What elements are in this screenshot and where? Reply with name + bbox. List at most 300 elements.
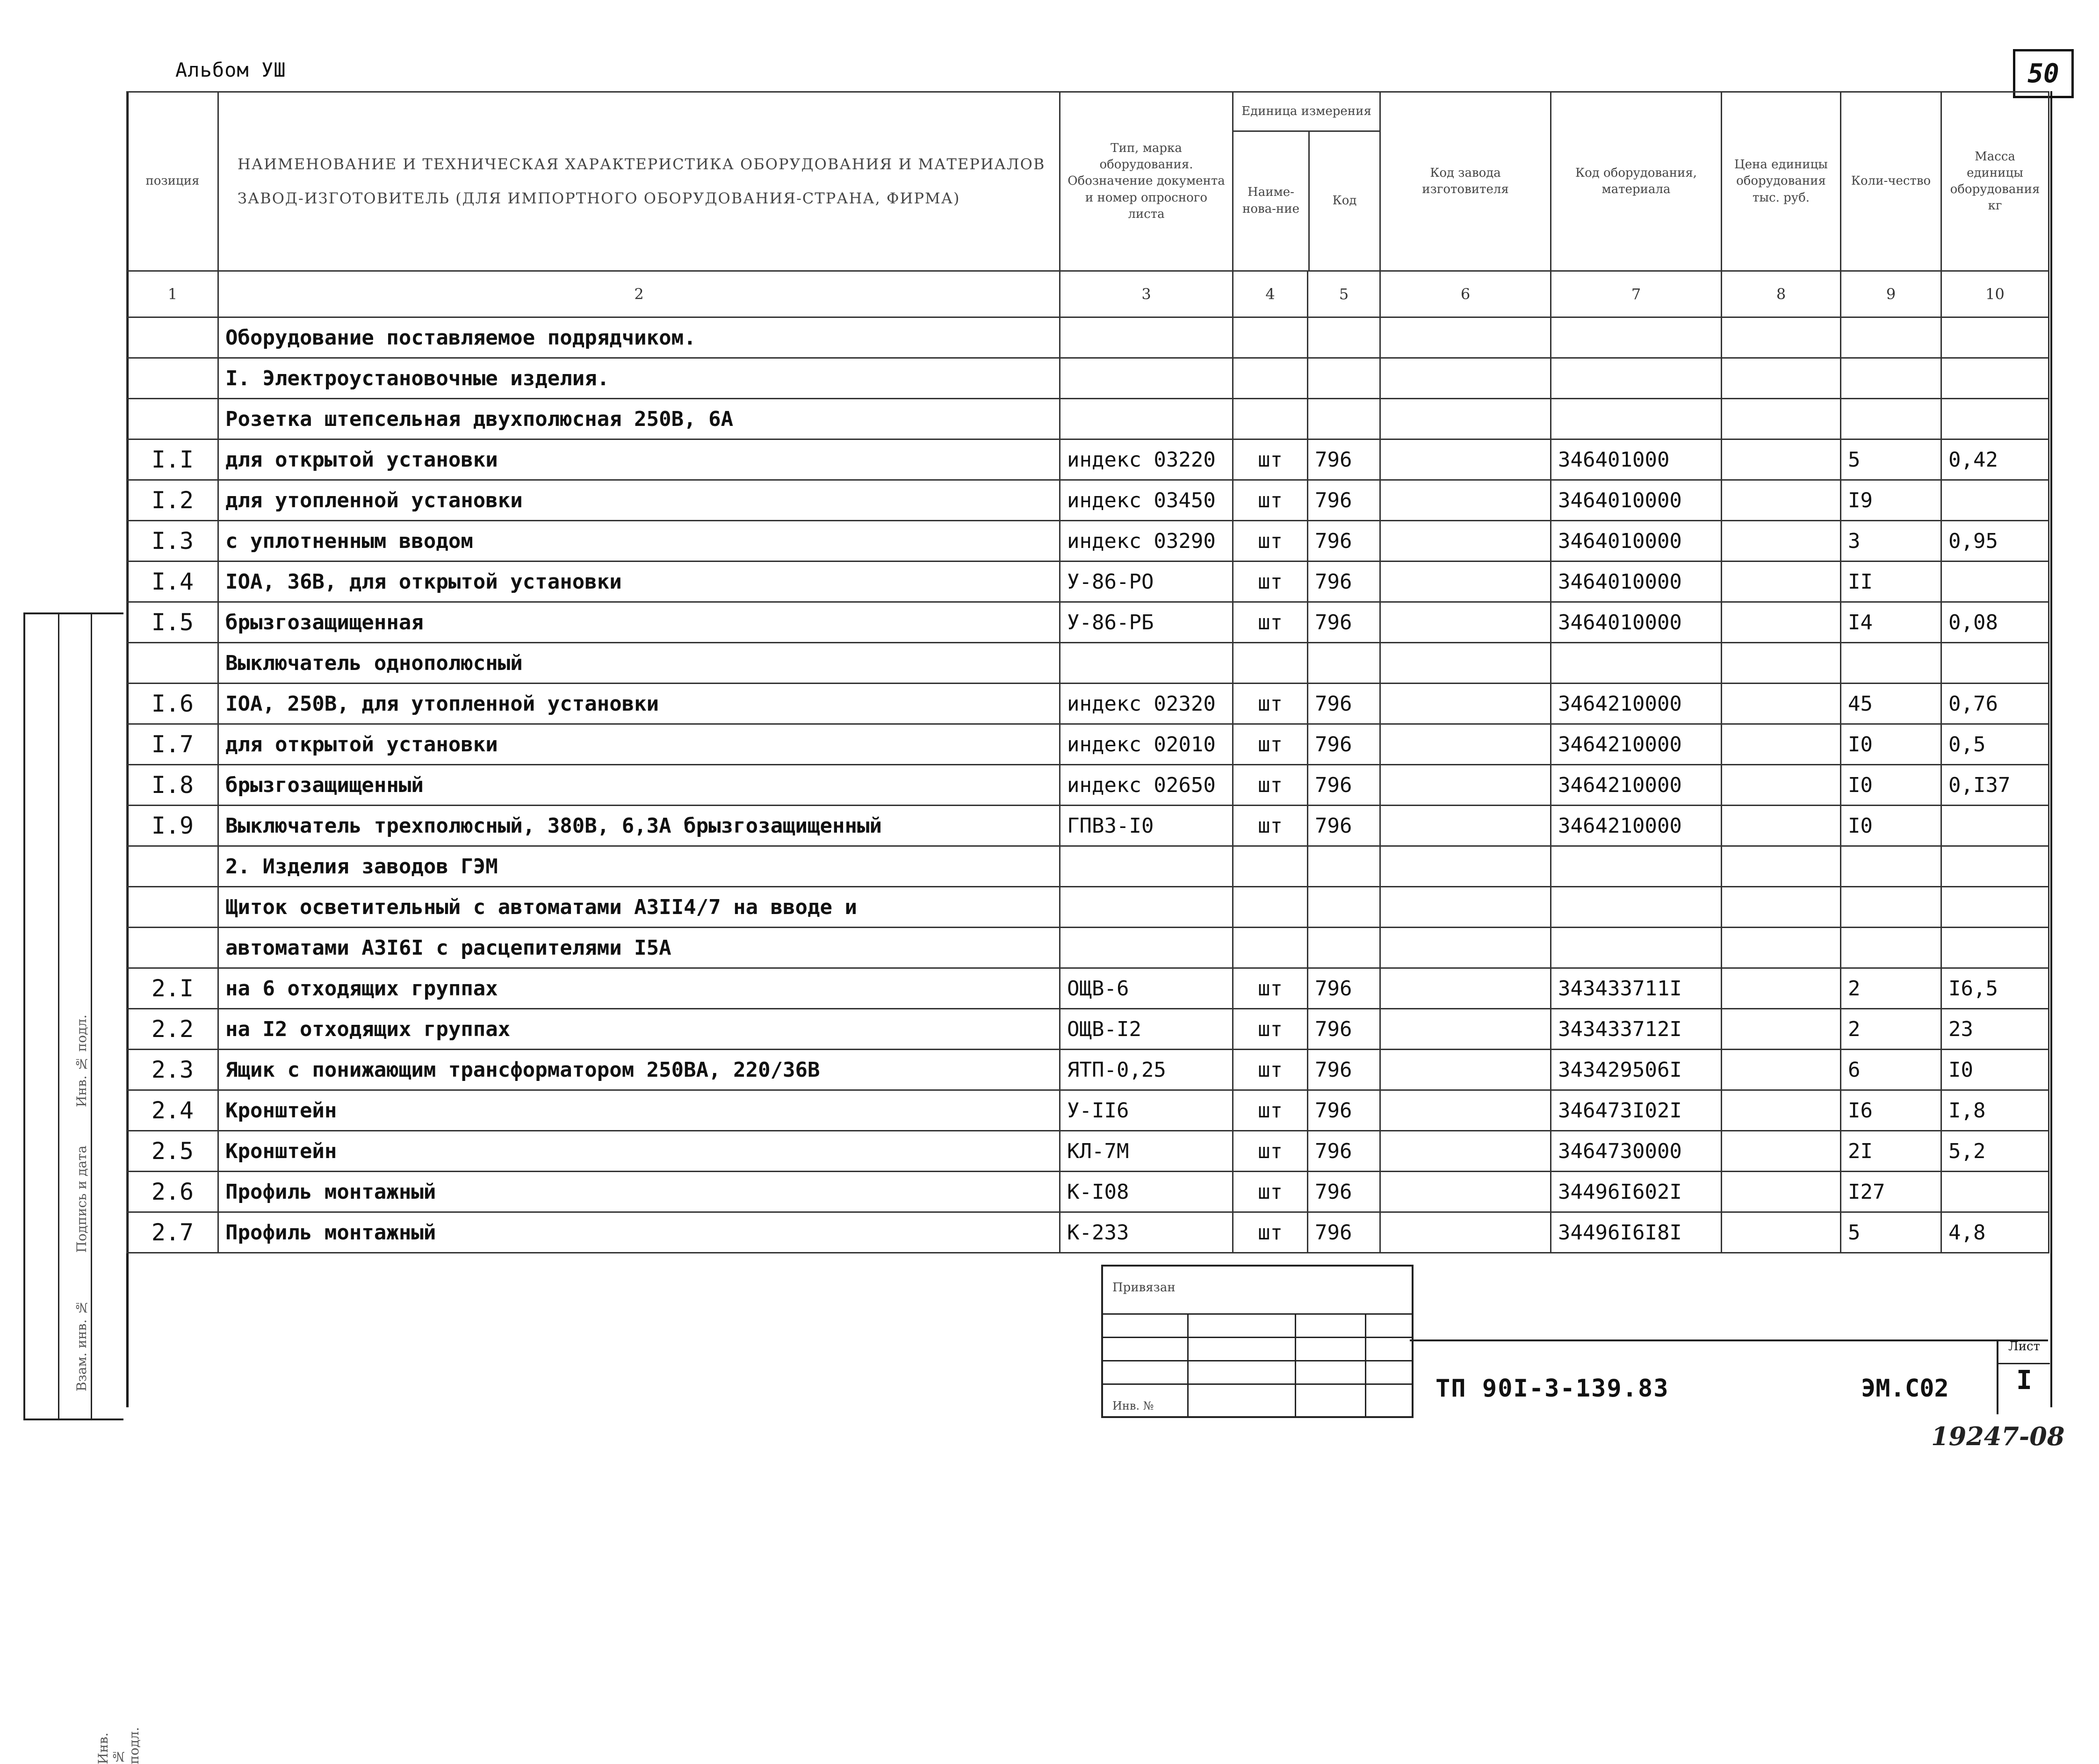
- row-price: [1722, 399, 1841, 439]
- row-equip-code: 343429506I: [1551, 1050, 1722, 1090]
- sheet-label: Лист: [1998, 1339, 2050, 1364]
- row-name: с уплотненным вводом: [218, 521, 1060, 562]
- row-equip-code: [1551, 399, 1722, 439]
- header-mass: Масса единицы оборудования кг: [1941, 92, 2049, 271]
- row-unit: [1233, 928, 1308, 968]
- colnum-2: 2: [218, 271, 1060, 317]
- row-unit-code: 796: [1308, 1009, 1380, 1050]
- table-row: [127, 724, 2049, 765]
- row-type: [1060, 399, 1233, 439]
- row-maker-code: [1380, 968, 1551, 1009]
- row-type: ЯТП-0,25: [1060, 1050, 1233, 1090]
- row-unit-code: 796: [1308, 1131, 1380, 1172]
- row-maker-code: [1380, 806, 1551, 846]
- row-unit: шт: [1233, 684, 1308, 724]
- row-qty: [1841, 358, 1941, 399]
- row-mass: 0,76: [1941, 684, 2049, 724]
- row-equip-code: [1551, 928, 1722, 968]
- row-unit: шт: [1233, 1050, 1308, 1090]
- row-qty: [1841, 399, 1941, 439]
- header-row: [127, 92, 2049, 271]
- row-qty: 3: [1841, 521, 1941, 562]
- row-maker-code: [1380, 1131, 1551, 1172]
- specification-table: [126, 91, 2049, 1310]
- margin-divider: [58, 614, 59, 1418]
- page-number: 50: [2013, 49, 2074, 98]
- row-position: [127, 317, 218, 358]
- table-row: [127, 602, 2049, 643]
- row-unit: шт: [1233, 562, 1308, 602]
- row-maker-code: [1380, 562, 1551, 602]
- row-mass: I6,5: [1941, 968, 2049, 1009]
- row-maker-code: [1380, 887, 1551, 928]
- row-price: [1722, 724, 1841, 765]
- row-price: [1722, 1090, 1841, 1131]
- margin-label-inv: Инв. № подл.: [95, 1727, 142, 1764]
- row-equip-code: 34496I6I8I: [1551, 1212, 1722, 1253]
- row-unit: шт: [1233, 521, 1308, 562]
- table-row: [127, 521, 2049, 562]
- row-price: [1722, 1212, 1841, 1253]
- row-equip-code: 3464010000: [1551, 562, 1722, 602]
- row-position: 2.7: [127, 1212, 218, 1253]
- row-qty: I9: [1841, 480, 1941, 521]
- row-price: [1722, 480, 1841, 521]
- table-row: [127, 439, 2049, 480]
- header-maker-code: Код завода изготовителя: [1380, 92, 1551, 271]
- row-maker-code: [1380, 724, 1551, 765]
- row-qty: 2: [1841, 1009, 1941, 1050]
- row-unit-code: 796: [1308, 724, 1380, 765]
- row-mass: 0,5: [1941, 724, 2049, 765]
- table-body: [127, 317, 2049, 1253]
- row-unit: шт: [1233, 1212, 1308, 1253]
- sheet-code: ЭМ.С02: [1861, 1375, 1949, 1403]
- header-unit-code: Код: [1308, 132, 1379, 270]
- row-qty: II: [1841, 562, 1941, 602]
- row-type: [1060, 643, 1233, 684]
- row-type: К-233: [1060, 1212, 1233, 1253]
- colnum-3: 3: [1060, 271, 1233, 317]
- row-unit: шт: [1233, 1172, 1308, 1212]
- column-number-row: [127, 271, 2049, 317]
- row-name: IOA, 36B, для открытой установки: [218, 562, 1060, 602]
- row-price: [1722, 1050, 1841, 1090]
- notes-block: [1101, 1265, 1414, 1418]
- row-qty: 45: [1841, 684, 1941, 724]
- row-qty: [1841, 846, 1941, 887]
- row-unit: [1233, 846, 1308, 887]
- row-name: Ящик с понижающим трансформатором 250ВА, 220/36В: [218, 1050, 1060, 1090]
- row-position: I.5: [127, 602, 218, 643]
- row-unit-code: 796: [1308, 765, 1380, 806]
- row-position: [127, 887, 218, 928]
- row-qty: 5: [1841, 1212, 1941, 1253]
- row-name: Профиль монтажный: [218, 1172, 1060, 1212]
- row-mass: I,8: [1941, 1090, 2049, 1131]
- row-unit: шт: [1233, 724, 1308, 765]
- row-price: [1722, 968, 1841, 1009]
- row-position: 2.4: [127, 1090, 218, 1131]
- row-maker-code: [1380, 846, 1551, 887]
- row-mass: 0,95: [1941, 521, 2049, 562]
- row-equip-code: 3464210000: [1551, 724, 1722, 765]
- row-equip-code: 3464210000: [1551, 765, 1722, 806]
- row-unit-code: 796: [1308, 439, 1380, 480]
- row-price: [1722, 1131, 1841, 1172]
- row-qty: I6: [1841, 1090, 1941, 1131]
- row-maker-code: [1380, 358, 1551, 399]
- row-unit-code: 796: [1308, 684, 1380, 724]
- row-position: [127, 358, 218, 399]
- row-position: [127, 399, 218, 439]
- row-qty: 5: [1841, 439, 1941, 480]
- row-name: для утопленной установки: [218, 480, 1060, 521]
- row-mass: 0,08: [1941, 602, 2049, 643]
- table-row: [127, 1212, 2049, 1253]
- row-maker-code: [1380, 1090, 1551, 1131]
- row-mass: [1941, 928, 2049, 968]
- row-price: [1722, 317, 1841, 358]
- row-unit: [1233, 887, 1308, 928]
- header-qty: Коли-чество: [1841, 92, 1941, 271]
- colnum-6: 6: [1380, 271, 1551, 317]
- table-row: [127, 480, 2049, 521]
- row-maker-code: [1380, 684, 1551, 724]
- row-type: индекс 02650: [1060, 765, 1233, 806]
- table-row: [127, 846, 2049, 887]
- row-mass: [1941, 399, 2049, 439]
- row-maker-code: [1380, 521, 1551, 562]
- row-position: 2.5: [127, 1131, 218, 1172]
- row-name: автоматами А3I6I с расцепителями I5А: [218, 928, 1060, 968]
- row-maker-code: [1380, 1212, 1551, 1253]
- colnum-8: 8: [1722, 271, 1841, 317]
- row-mass: 0,I37: [1941, 765, 2049, 806]
- row-equip-code: 343433711I: [1551, 968, 1722, 1009]
- row-mass: [1941, 480, 2049, 521]
- row-unit-code: 796: [1308, 806, 1380, 846]
- row-equip-code: [1551, 643, 1722, 684]
- row-unit-code: [1308, 643, 1380, 684]
- row-mass: I0: [1941, 1050, 2049, 1090]
- row-price: [1722, 684, 1841, 724]
- row-unit: [1233, 399, 1308, 439]
- row-qty: 2I: [1841, 1131, 1941, 1172]
- row-price: [1722, 928, 1841, 968]
- row-unit: [1233, 317, 1308, 358]
- row-name: Профиль монтажный: [218, 1212, 1060, 1253]
- row-type: индекс 03220: [1060, 439, 1233, 480]
- notes-label: Привязан: [1112, 1281, 1176, 1295]
- row-equip-code: 3464730000: [1551, 1131, 1722, 1172]
- row-position: 2.I: [127, 968, 218, 1009]
- sheet-value: I: [2016, 1365, 2032, 1396]
- row-mass: [1941, 643, 2049, 684]
- row-maker-code: [1380, 643, 1551, 684]
- row-equip-code: 3464210000: [1551, 684, 1722, 724]
- inv-label: Инв. №: [1112, 1399, 1154, 1412]
- row-unit-code: 796: [1308, 1172, 1380, 1212]
- row-unit-code: 796: [1308, 968, 1380, 1009]
- table-row: [127, 968, 2049, 1009]
- row-equip-code: 3464010000: [1551, 480, 1722, 521]
- colnum-7: 7: [1551, 271, 1722, 317]
- row-name: Щиток осветительный с автоматами А3II4/7 на вводе и: [218, 887, 1060, 928]
- row-equip-code: 3464010000: [1551, 602, 1722, 643]
- row-qty: I27: [1841, 1172, 1941, 1212]
- document-number: ТП 90I-3-139.83: [1435, 1375, 1669, 1403]
- row-maker-code: [1380, 439, 1551, 480]
- row-mass: [1941, 846, 2049, 887]
- row-price: [1722, 439, 1841, 480]
- colnum-9: 9: [1841, 271, 1941, 317]
- row-unit: шт: [1233, 480, 1308, 521]
- row-unit: шт: [1233, 806, 1308, 846]
- row-position: 2.2: [127, 1009, 218, 1050]
- header-type: Тип, марка оборудования. Обозначение документа и номер опросного листа: [1060, 92, 1233, 271]
- row-type: У-86-РО: [1060, 562, 1233, 602]
- margin-label-signature: Подпись и дата: [74, 1145, 89, 1253]
- row-qty: [1841, 887, 1941, 928]
- table-row: [127, 358, 2049, 399]
- row-qty: 6: [1841, 1050, 1941, 1090]
- row-unit: шт: [1233, 1131, 1308, 1172]
- row-maker-code: [1380, 928, 1551, 968]
- row-type: индекс 03290: [1060, 521, 1233, 562]
- row-name: на 6 отходящих группах: [218, 968, 1060, 1009]
- row-position: I.7: [127, 724, 218, 765]
- row-mass: 23: [1941, 1009, 2049, 1050]
- row-type: [1060, 928, 1233, 968]
- row-unit-code: [1308, 887, 1380, 928]
- colnum-5: 5: [1308, 271, 1380, 317]
- row-unit: шт: [1233, 439, 1308, 480]
- row-type: индекс 03450: [1060, 480, 1233, 521]
- row-type: [1060, 846, 1233, 887]
- row-unit: шт: [1233, 602, 1308, 643]
- row-price: [1722, 887, 1841, 928]
- row-unit-code: 796: [1308, 1212, 1380, 1253]
- row-unit-code: 796: [1308, 480, 1380, 521]
- row-maker-code: [1380, 480, 1551, 521]
- row-name: I. Электроустановочные изделия.: [218, 358, 1060, 399]
- row-qty: [1841, 643, 1941, 684]
- table-row: [127, 1009, 2049, 1050]
- row-name: брызгозащищенный: [218, 765, 1060, 806]
- margin-stamp: [23, 612, 142, 1764]
- row-price: [1722, 562, 1841, 602]
- row-equip-code: 343433712I: [1551, 1009, 1722, 1050]
- row-mass: 4,8: [1941, 1212, 2049, 1253]
- row-qty: 2: [1841, 968, 1941, 1009]
- row-type: ОЩВ-6: [1060, 968, 1233, 1009]
- table-row: [127, 928, 2049, 968]
- row-equip-code: 3464010000: [1551, 521, 1722, 562]
- row-unit-code: 796: [1308, 1090, 1380, 1131]
- row-qty: I0: [1841, 806, 1941, 846]
- row-name: Оборудование поставляемое подрядчиком.: [218, 317, 1060, 358]
- colnum-10: 10: [1941, 271, 2049, 317]
- table-row: [127, 887, 2049, 928]
- row-equip-code: 346401000: [1551, 439, 1722, 480]
- row-unit: [1233, 643, 1308, 684]
- row-qty: [1841, 317, 1941, 358]
- row-equip-code: [1551, 846, 1722, 887]
- header-unit-name: Наиме-нова-ние: [1242, 185, 1299, 216]
- table-row: [127, 806, 2049, 846]
- row-price: [1722, 602, 1841, 643]
- header-name-line2: ЗАВОД-ИЗГОТОВИТЕЛЬ (ДЛЯ ИМПОРТНОГО ОБОРУДОВАНИЯ-СТРАНА, ФИРМА): [238, 189, 960, 207]
- row-price: [1722, 806, 1841, 846]
- row-name: IOA, 250B, для утопленной установки: [218, 684, 1060, 724]
- row-position: I.8: [127, 765, 218, 806]
- row-name: Розетка штепсельная двухполюсная 250В, 6А: [218, 399, 1060, 439]
- row-qty: [1841, 928, 1941, 968]
- row-name: Выключатель однополюсный: [218, 643, 1060, 684]
- row-position: I.6: [127, 684, 218, 724]
- row-position: [127, 928, 218, 968]
- row-unit-code: 796: [1308, 562, 1380, 602]
- row-type: [1060, 358, 1233, 399]
- colnum-1: 1: [127, 271, 218, 317]
- margin-label-replace: Взам. инв. №: [74, 1300, 89, 1392]
- row-qty: I0: [1841, 765, 1941, 806]
- row-price: [1722, 358, 1841, 399]
- row-equip-code: 346473I02I: [1551, 1090, 1722, 1131]
- table-row: [127, 1090, 2049, 1131]
- header-position: позиция: [127, 92, 218, 271]
- row-unit-code: [1308, 846, 1380, 887]
- table-row: [127, 684, 2049, 724]
- row-price: [1722, 643, 1841, 684]
- row-name: брызгозащищенная: [218, 602, 1060, 643]
- row-unit-code: [1308, 399, 1380, 439]
- header-equip-code: Код оборудования, материала: [1551, 92, 1722, 271]
- row-type: КЛ-7М: [1060, 1131, 1233, 1172]
- row-unit-code: [1308, 317, 1380, 358]
- row-position: 2.6: [127, 1172, 218, 1212]
- handwritten-number: 19247-08: [1931, 1421, 2065, 1451]
- row-qty: I4: [1841, 602, 1941, 643]
- table-row: [127, 1050, 2049, 1090]
- row-unit-code: 796: [1308, 602, 1380, 643]
- table-row: [127, 643, 2049, 684]
- row-mass: [1941, 1172, 2049, 1212]
- row-name: Кронштейн: [218, 1131, 1060, 1172]
- table-filler-row: [127, 1253, 2049, 1310]
- row-mass: 5,2: [1941, 1131, 2049, 1172]
- table-row: [127, 399, 2049, 439]
- row-unit: [1233, 358, 1308, 399]
- row-position: 2.3: [127, 1050, 218, 1090]
- row-type: [1060, 317, 1233, 358]
- album-label: Альбом УШ: [175, 58, 286, 81]
- row-equip-code: [1551, 358, 1722, 399]
- colnum-4: 4: [1233, 271, 1308, 317]
- row-price: [1722, 521, 1841, 562]
- row-position: [127, 846, 218, 887]
- margin-label-inv-no: Инв. № подл.: [74, 1015, 89, 1107]
- row-maker-code: [1380, 765, 1551, 806]
- row-type: ОЩВ-I2: [1060, 1009, 1233, 1050]
- row-maker-code: [1380, 317, 1551, 358]
- row-type: К-I08: [1060, 1172, 1233, 1212]
- row-type: ГПВЗ-I0: [1060, 806, 1233, 846]
- row-position: I.2: [127, 480, 218, 521]
- row-maker-code: [1380, 602, 1551, 643]
- header-name: [218, 92, 1060, 271]
- row-unit: шт: [1233, 1090, 1308, 1131]
- row-unit: шт: [1233, 1009, 1308, 1050]
- row-maker-code: [1380, 399, 1551, 439]
- row-position: [127, 643, 218, 684]
- header-unit: Единица измерения: [1233, 93, 1379, 132]
- header-name-line1: НАИМЕНОВАНИЕ И ТЕХНИЧЕСКАЯ ХАРАКТЕРИСТИКА ОБОРУДОВАНИЯ И МАТЕРИАЛОВ: [238, 155, 1046, 173]
- row-price: [1722, 1009, 1841, 1050]
- row-mass: [1941, 562, 2049, 602]
- row-price: [1722, 1172, 1841, 1212]
- row-position: I.I: [127, 439, 218, 480]
- row-equip-code: 34496I602I: [1551, 1172, 1722, 1212]
- table-row: [127, 765, 2049, 806]
- row-unit-code: [1308, 928, 1380, 968]
- row-maker-code: [1380, 1050, 1551, 1090]
- header-unit-group: [1233, 92, 1380, 271]
- row-mass: [1941, 887, 2049, 928]
- row-mass: [1941, 806, 2049, 846]
- row-type: [1060, 887, 1233, 928]
- row-type: индекс 02010: [1060, 724, 1233, 765]
- row-equip-code: [1551, 317, 1722, 358]
- row-name: на I2 отходящих группах: [218, 1009, 1060, 1050]
- row-maker-code: [1380, 1172, 1551, 1212]
- row-mass: [1941, 317, 2049, 358]
- row-name: 2. Изделия заводов ГЭМ: [218, 846, 1060, 887]
- row-type: У-86-РБ: [1060, 602, 1233, 643]
- row-price: [1722, 846, 1841, 887]
- row-position: I.9: [127, 806, 218, 846]
- margin-divider: [91, 614, 92, 1418]
- sheet-box: [1997, 1339, 2050, 1414]
- row-qty: I0: [1841, 724, 1941, 765]
- row-unit: шт: [1233, 765, 1308, 806]
- row-name: для открытой установки: [218, 724, 1060, 765]
- table-row: [127, 1131, 2049, 1172]
- row-unit-code: [1308, 358, 1380, 399]
- row-mass: 0,42: [1941, 439, 2049, 480]
- row-unit-code: 796: [1308, 521, 1380, 562]
- row-type: У-II6: [1060, 1090, 1233, 1131]
- table-row: [127, 562, 2049, 602]
- row-name: Выключатель трехполюсный, 380В, 6,3А брызгозащищенный: [218, 806, 1060, 846]
- row-name: Кронштейн: [218, 1090, 1060, 1131]
- row-maker-code: [1380, 1009, 1551, 1050]
- header-price: Цена единицы оборудования тыс. руб.: [1722, 92, 1841, 271]
- table-row: [127, 317, 2049, 358]
- row-position: I.4: [127, 562, 218, 602]
- row-mass: [1941, 358, 2049, 399]
- row-price: [1722, 765, 1841, 806]
- row-name: для открытой установки: [218, 439, 1060, 480]
- row-equip-code: 3464210000: [1551, 806, 1722, 846]
- row-unit-code: 796: [1308, 1050, 1380, 1090]
- row-equip-code: [1551, 887, 1722, 928]
- row-unit: шт: [1233, 968, 1308, 1009]
- row-position: I.3: [127, 521, 218, 562]
- table-row: [127, 1172, 2049, 1212]
- row-type: индекс 02320: [1060, 684, 1233, 724]
